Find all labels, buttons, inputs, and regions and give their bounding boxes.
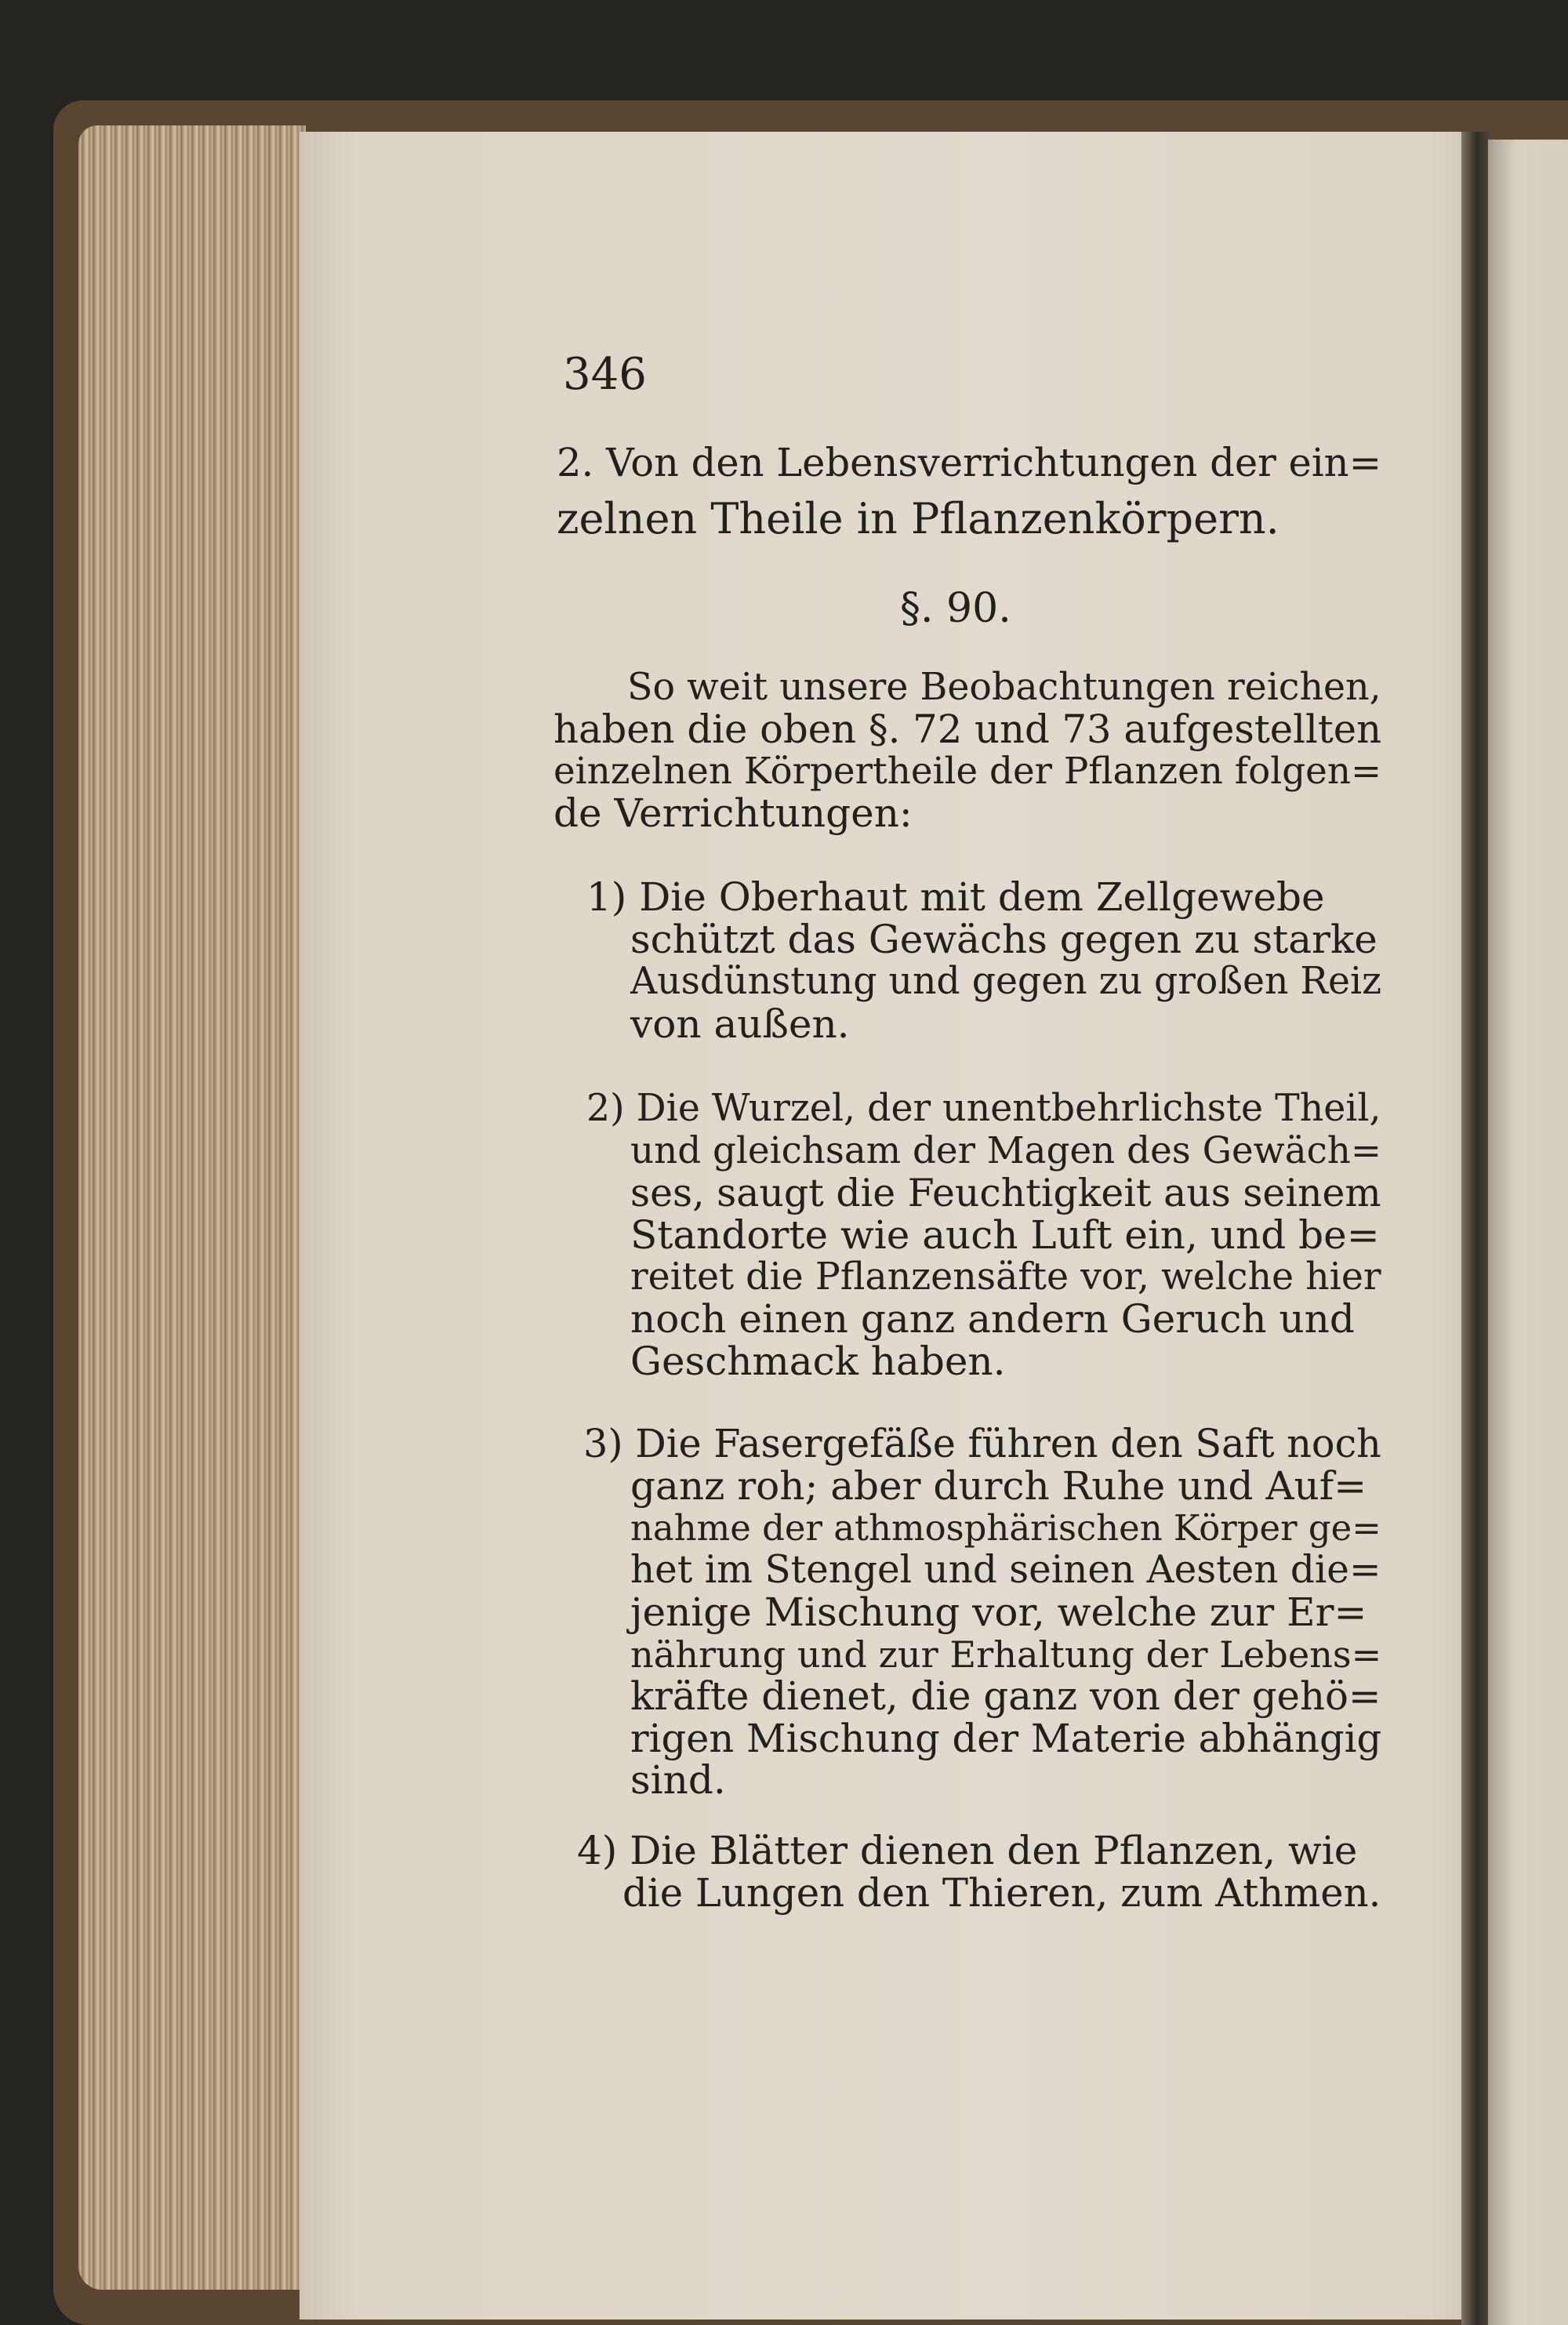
- facing-page-edge: [1488, 140, 1568, 2325]
- item-2-line: 2) Die Wurzel, der unentbehrlichste Theil,: [586, 1087, 1381, 1130]
- item-4-line: die Lungen den Thieren, zum Athmen.: [622, 1870, 1381, 1916]
- item-3-line: nahme der athmosphärischen Körper ge=: [630, 1507, 1381, 1549]
- page-edges: [78, 125, 306, 2290]
- item-3-line: ganz roh; aber durch Ruhe und Auf=: [630, 1463, 1367, 1509]
- item-3-line: sind.: [630, 1757, 726, 1803]
- item-3-line: rigen Mischung der Materie abhängig: [630, 1716, 1382, 1761]
- item-3-line: het im Stengel und seinen Aesten die=: [630, 1548, 1381, 1592]
- item-3-line: kräfte dienet, die ganz von der gehö=: [630, 1673, 1381, 1719]
- intro-line: einzelnen Körpertheile der Pflanzen folgen=: [554, 750, 1382, 793]
- heading-line-2: zelnen Theile in Pflanzenkörpern.: [557, 494, 1279, 543]
- item-1-line: von außen.: [630, 1001, 850, 1047]
- heading-line-1: 2. Von den Lebensverrichtungen der ein=: [557, 440, 1382, 485]
- item-2-line: Geschmack haben.: [630, 1339, 1006, 1384]
- section-mark: §. 90.: [900, 585, 1011, 632]
- intro-line: So weit unsere Beobachtungen reichen,: [627, 666, 1381, 709]
- item-1-line: Ausdünstung und gegen zu großen Reiz: [630, 960, 1382, 1003]
- item-2-line: Standorte wie auch Luft ein, und be=: [630, 1212, 1380, 1258]
- item-3-line: nährung und zur Erhaltung der Lebens=: [630, 1633, 1382, 1676]
- item-3-line: jenige Mischung vor, welche zur Er=: [630, 1589, 1367, 1635]
- item-3-line: 3) Die Fasergefäße führen den Saft noch: [583, 1421, 1381, 1466]
- item-2-line: reitet die Pflanzensäfte vor, welche hier: [630, 1255, 1381, 1299]
- book-gutter: [1461, 132, 1490, 2325]
- item-1-line: schützt das Gewächs gegen zu starke: [630, 917, 1377, 962]
- item-1-line: 1) Die Oberhaut mit dem Zellgewebe: [586, 874, 1325, 920]
- item-2-line: ses, saugt die Feuchtigkeit aus seinem: [630, 1171, 1381, 1215]
- intro-line: de Verrichtungen:: [554, 790, 913, 836]
- item-2-line: noch einen ganz andern Geruch und: [630, 1296, 1355, 1342]
- page-number: 346: [563, 349, 647, 400]
- item-4-line: 4) Die Blätter dienen den Pflanzen, wie: [577, 1828, 1358, 1873]
- intro-line: haben die oben §. 72 und 73 aufgestellten: [554, 707, 1382, 752]
- item-2-line: und gleichsam der Magen des Gewäch=: [630, 1130, 1382, 1172]
